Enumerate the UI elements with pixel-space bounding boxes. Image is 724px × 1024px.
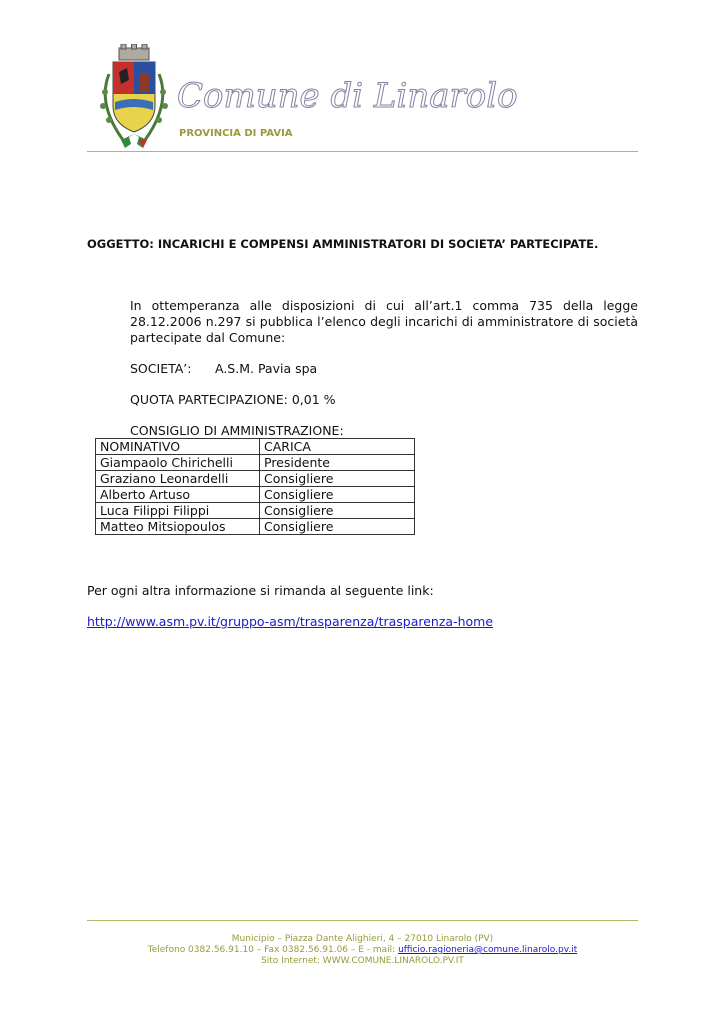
societa-label: SOCIETA’:	[130, 361, 192, 376]
info-text: Per ogni altra informazione si rimanda al seguente link:	[87, 583, 434, 598]
footer	[87, 934, 638, 967]
member-name: Luca Filippi Filippi	[96, 503, 260, 519]
header-nominativo: NOMINATIVO	[96, 439, 260, 455]
footer-phone-fax: Telefono 0382.56.91.10 – Fax 0382.56.91.06 – E - mail:	[147, 945, 399, 955]
table-row	[96, 471, 415, 487]
footer-email-link[interactable]: ufficio.ragioneria@comune.linarolo.pv.it	[398, 945, 578, 955]
coat-of-arms-icon	[93, 44, 175, 152]
member-role: Consigliere	[260, 487, 415, 503]
letterhead	[87, 40, 638, 152]
table-row	[96, 487, 415, 503]
member-name: Alberto Artuso	[96, 487, 260, 503]
provincia-label: PROVINCIA DI PAVIA	[179, 128, 293, 139]
header-divider	[87, 151, 638, 152]
footer-website: Sito Internet: WWW.COMUNE.LINAROLO.PV.IT	[261, 956, 464, 966]
member-name: Matteo Mitsiopoulos	[96, 519, 260, 535]
member-name: Graziano Leonardelli	[96, 471, 260, 487]
table-header-row	[96, 439, 415, 455]
board-table	[95, 438, 415, 535]
subject-heading: OGGETTO: INCARICHI E COMPENSI AMMINISTRATORI DI SOCIETA’ PARTECIPATE.	[87, 237, 599, 251]
member-name: Giampaolo Chirichelli	[96, 455, 260, 471]
table-row	[96, 519, 415, 535]
table-row	[96, 503, 415, 519]
member-role: Consigliere	[260, 471, 415, 487]
footer-address: Municipio – Piazza Dante Alighieri, 4 – 27010 Linarolo (PV)	[231, 934, 494, 944]
member-role: Consigliere	[260, 503, 415, 519]
header-carica: CARICA	[260, 439, 415, 455]
footer-contacts	[87, 945, 638, 956]
consiglio-title: CONSIGLIO DI AMMINISTRAZIONE:	[130, 423, 344, 438]
quota-partecipazione: QUOTA PARTECIPAZIONE: 0,01 %	[130, 392, 336, 407]
member-role: Presidente	[260, 455, 415, 471]
comune-title: Comune di Linarolo	[177, 76, 518, 116]
member-role: Consigliere	[260, 519, 415, 535]
intro-paragraph: In ottemperanza alle disposizioni di cui all’art.1 comma 735 della legge 28.12.2006 n.297 si pubblica l’elenco degli incarichi di amministratore di società partecipate dal Comune:	[130, 298, 638, 345]
societa-value: A.S.M. Pavia spa	[215, 361, 318, 376]
footer-divider	[87, 920, 638, 921]
table-row	[96, 455, 415, 471]
trasparenza-link[interactable]: http://www.asm.pv.it/gruppo-asm/trasparenza/trasparenza-home	[87, 614, 494, 629]
